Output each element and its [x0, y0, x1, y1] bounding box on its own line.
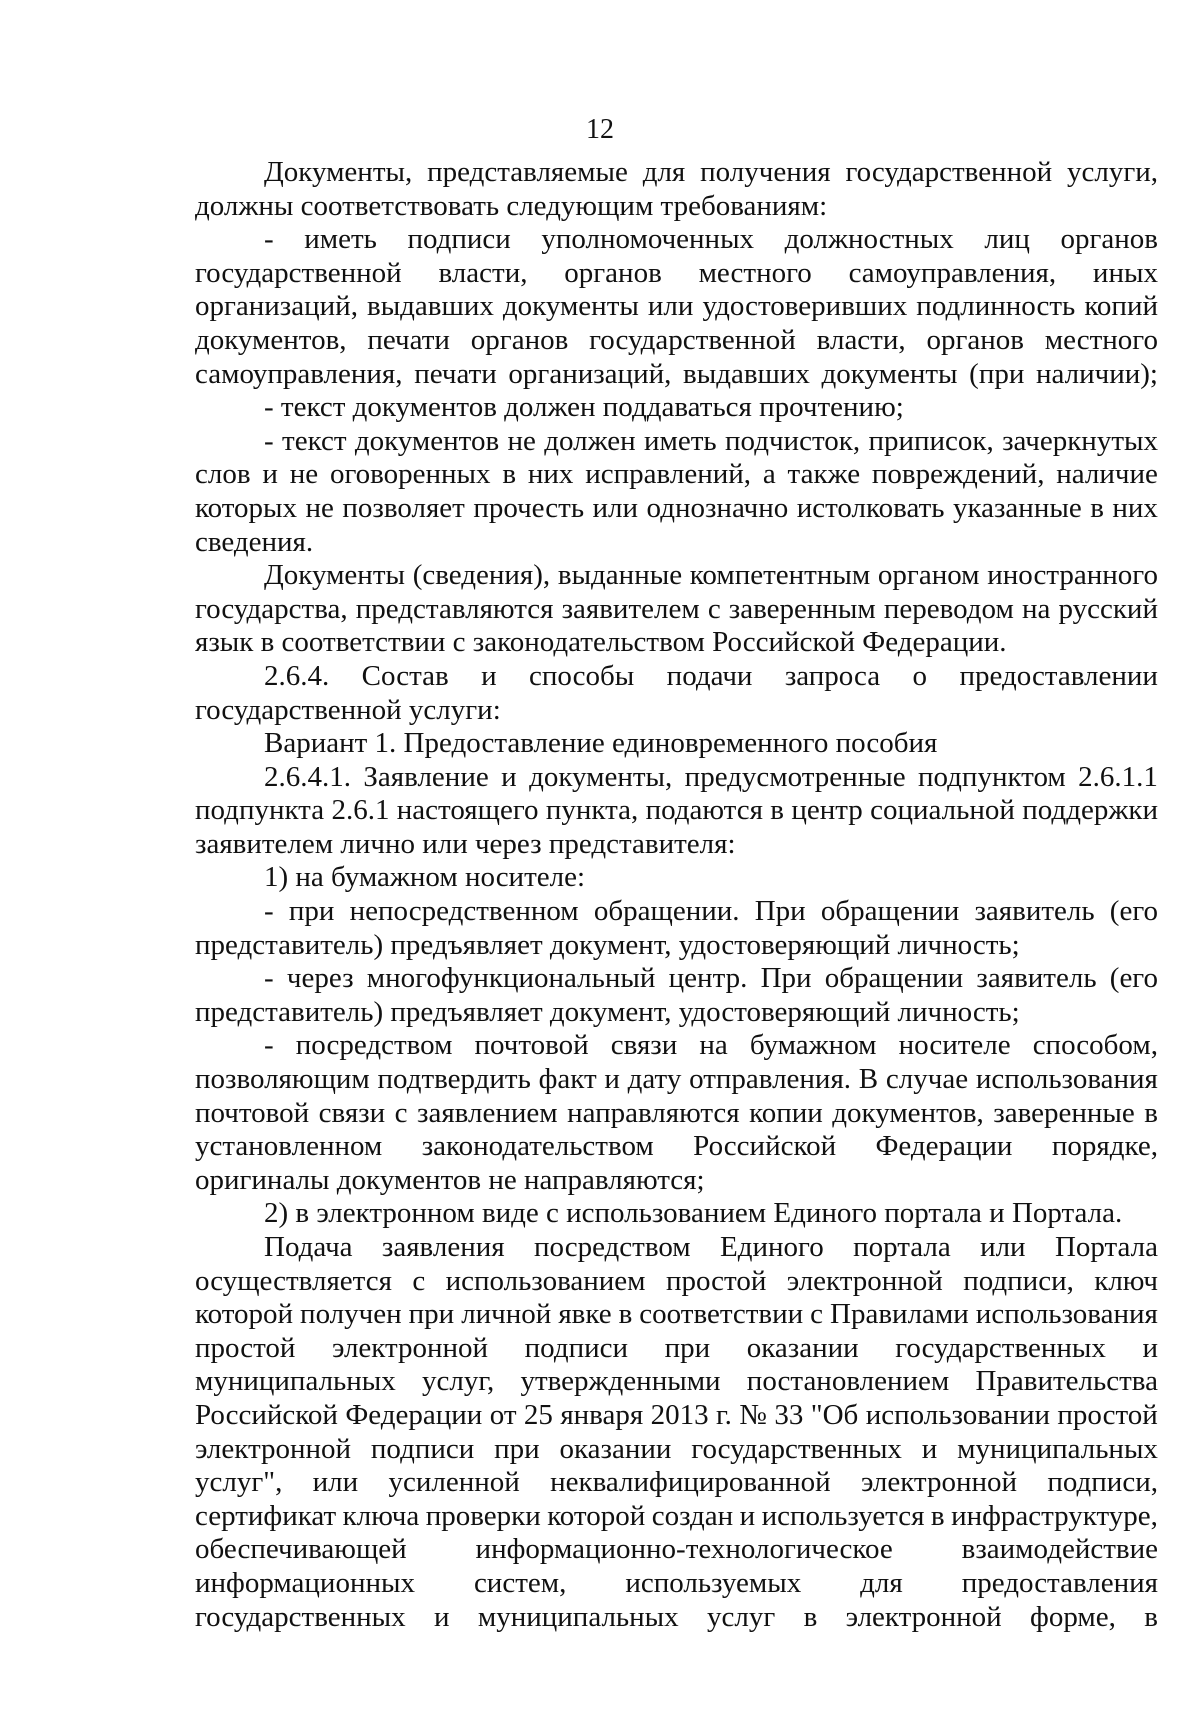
- word: в: [803, 1600, 818, 1633]
- word: позволяет: [342, 491, 465, 524]
- text-line: [195, 794, 1158, 828]
- word: документы,: [529, 760, 673, 793]
- word: печати: [414, 357, 497, 390]
- word: подпунктом: [917, 760, 1066, 793]
- word: выданные: [557, 559, 683, 592]
- word: государственной: [589, 323, 796, 356]
- word: иметь: [304, 223, 377, 256]
- word: обращении: [824, 962, 964, 995]
- word: инфраструктуре,: [951, 1499, 1158, 1532]
- text-line: [195, 660, 1158, 694]
- word: 2.6.4.1.: [264, 760, 351, 793]
- word: которой: [195, 1298, 294, 1331]
- text-line: [195, 1399, 1158, 1433]
- word: государственной: [195, 256, 402, 289]
- word: -: [264, 223, 274, 256]
- word: почтовой: [474, 1029, 589, 1062]
- word: взаимодействие: [961, 1533, 1158, 1566]
- word: в: [1090, 491, 1104, 524]
- word: неквалифицированной: [550, 1466, 831, 1499]
- text-line: [195, 1029, 1158, 1063]
- word: Портала: [1054, 1231, 1158, 1263]
- word: компетентным: [689, 559, 871, 592]
- text-line: [195, 1365, 1158, 1399]
- word: -: [264, 424, 274, 457]
- word: власти,: [438, 256, 528, 289]
- word: обращении: [820, 895, 960, 928]
- word: прочесть: [473, 491, 585, 524]
- word: государственной: [845, 156, 1053, 188]
- word: подписи: [370, 1432, 475, 1465]
- text-line: - текст документов должен поддаваться прочтению;: [264, 391, 904, 424]
- word: обеспечивающей: [195, 1533, 407, 1566]
- word: -: [264, 895, 274, 928]
- word: документы: [821, 357, 958, 390]
- word: от: [489, 1398, 517, 1431]
- word: наличии);: [1036, 357, 1158, 390]
- word: для: [642, 156, 686, 188]
- word: и: [262, 458, 278, 491]
- word: муниципальных: [957, 1432, 1158, 1465]
- word: осуществляется: [195, 1264, 392, 1297]
- word: подписи,: [1047, 1466, 1158, 1499]
- word: в: [502, 458, 517, 491]
- word: электронной: [860, 1466, 1018, 1499]
- word: простой: [1057, 1398, 1158, 1431]
- text-line: [195, 156, 1158, 190]
- word: услуг: [707, 1600, 776, 1633]
- word: с: [707, 592, 721, 625]
- word: копии: [749, 1096, 823, 1129]
- word: органов: [1060, 223, 1158, 256]
- text-line: [195, 895, 1158, 929]
- word: соответствии: [639, 1298, 804, 1331]
- word: использования: [975, 1298, 1158, 1331]
- word: органов: [564, 256, 662, 289]
- word: (его: [1109, 962, 1158, 995]
- word: подтвердить: [377, 1063, 531, 1096]
- text-line: [195, 290, 1158, 324]
- word: приписок,: [868, 424, 994, 457]
- word: лиц: [984, 223, 1030, 256]
- text-line: 1) на бумажном носителе:: [264, 861, 586, 894]
- text-line: [195, 223, 1158, 257]
- text-line: [195, 1466, 1158, 1500]
- word: иных: [1092, 256, 1158, 289]
- word: документы: [502, 290, 639, 323]
- word: при: [494, 1432, 540, 1465]
- word: с: [810, 1298, 824, 1331]
- word: услуги,: [1066, 156, 1158, 188]
- word: Правительства: [975, 1365, 1158, 1398]
- word: муниципальных: [195, 1365, 396, 1398]
- word: пункта,: [545, 794, 639, 827]
- word: установленном: [195, 1130, 383, 1163]
- word: представляются: [355, 592, 554, 625]
- word: ключ: [1094, 1264, 1158, 1297]
- text-line: [195, 257, 1158, 291]
- text-line: [195, 1567, 1158, 1601]
- text-line: заявителем лично или через представителя:: [195, 827, 736, 860]
- word: использования: [975, 1063, 1158, 1096]
- word: форме,: [1030, 1600, 1116, 1633]
- word: иностранного: [987, 559, 1158, 592]
- word: -: [264, 1029, 274, 1062]
- text-line: [195, 458, 1158, 492]
- word: уполномоченных: [541, 223, 755, 256]
- word: печати: [367, 323, 450, 356]
- text-line: [195, 358, 1158, 392]
- word: для: [860, 1566, 903, 1599]
- text-line: [195, 425, 1158, 459]
- word: непосредственном: [349, 895, 579, 928]
- word: способы: [529, 659, 635, 692]
- word: не: [289, 458, 319, 491]
- word: услуг,: [422, 1365, 495, 1398]
- word: используется: [761, 1499, 925, 1532]
- word: заявления: [381, 1231, 505, 1263]
- text-line: [195, 1298, 1158, 1332]
- text-line: [195, 1130, 1158, 1164]
- word: дату: [627, 1063, 682, 1096]
- word: документов,: [832, 1096, 984, 1129]
- word: предоставления: [961, 1566, 1158, 1599]
- word: 2.6.4.: [264, 659, 330, 692]
- word: на: [699, 1029, 728, 1062]
- word: №: [739, 1398, 767, 1431]
- word: с: [412, 1264, 426, 1297]
- word: личной: [461, 1298, 552, 1331]
- word: социальной: [870, 794, 1015, 827]
- word: связи: [318, 1096, 386, 1129]
- text-line: государственной услуги:: [195, 693, 501, 726]
- word: или: [647, 290, 694, 323]
- word: которых: [195, 491, 298, 524]
- word: явке: [558, 1298, 612, 1331]
- word: создан: [651, 1499, 734, 1532]
- word: заверенные: [993, 1096, 1135, 1129]
- word: зачеркнутых: [1002, 424, 1158, 457]
- word: подписи: [524, 1331, 629, 1364]
- word: В: [858, 1063, 879, 1096]
- word: Состав: [361, 659, 449, 692]
- word: электронной: [786, 1264, 943, 1297]
- text-line: язык в соответствии с законодательством Российской Федерации.: [195, 626, 1007, 659]
- word: при: [664, 1331, 711, 1364]
- word: (при: [969, 357, 1025, 390]
- word: заявитель: [974, 895, 1095, 928]
- text-line: оригиналы документов не направляются;: [195, 1163, 705, 1196]
- word: истолковать: [796, 491, 945, 524]
- word: центр.: [668, 962, 748, 995]
- word: При: [760, 962, 812, 995]
- text-line: [195, 324, 1158, 358]
- word: при: [288, 895, 335, 928]
- word: повреждений,: [871, 458, 1045, 491]
- word: которой: [547, 1499, 646, 1532]
- word: запроса: [784, 659, 881, 692]
- word: получения: [700, 156, 831, 188]
- word: однозначно: [646, 491, 789, 524]
- word: государственных: [895, 1331, 1106, 1364]
- word: носителе: [898, 1029, 1011, 1062]
- word: и: [1142, 1331, 1158, 1364]
- word: слов: [195, 458, 251, 491]
- word: информационных: [195, 1566, 415, 1599]
- text-line: 2) в электронном виде с использованием Единого портала и Портала.: [264, 1197, 1123, 1230]
- word: многофункциональный: [366, 962, 656, 995]
- word: удостоверивших: [702, 290, 908, 323]
- word: русский: [1058, 592, 1158, 625]
- word: -: [264, 962, 274, 995]
- word: обращении.: [593, 895, 740, 928]
- word: них: [1112, 491, 1158, 524]
- word: простой: [195, 1331, 296, 1364]
- word: проверки: [425, 1499, 541, 1532]
- word: подлинность: [916, 290, 1076, 323]
- word: января: [560, 1398, 644, 1431]
- word: используемых: [625, 1566, 802, 1599]
- word: наличие: [1056, 458, 1158, 491]
- word: утвержденными: [520, 1365, 721, 1398]
- text-line: [195, 1063, 1158, 1097]
- word: при: [408, 1298, 455, 1331]
- word: Заявление: [363, 760, 489, 793]
- word: также: [787, 458, 861, 491]
- word: заверенным: [728, 592, 876, 625]
- word: самоуправления,: [195, 357, 403, 390]
- text-line: должны соответствовать следующим требованиям:: [195, 189, 828, 222]
- word: а: [762, 458, 776, 491]
- word: Подача: [264, 1231, 353, 1263]
- word: электронной: [332, 1331, 489, 1364]
- word: Российской: [693, 1130, 837, 1163]
- word: портала: [853, 1231, 951, 1263]
- text-line: сведения.: [195, 525, 314, 558]
- word: направляются: [567, 1096, 740, 1129]
- word: подчисток,: [725, 424, 861, 457]
- word: должностных: [784, 223, 954, 256]
- word: и: [921, 1432, 938, 1465]
- word: организаций,: [508, 357, 672, 390]
- word: При: [754, 895, 806, 928]
- word: переводом: [883, 592, 1014, 625]
- word: посредством: [533, 1231, 691, 1263]
- word: почтовой: [195, 1096, 310, 1129]
- word: заявлением: [417, 1096, 558, 1129]
- word: услуг",: [195, 1466, 283, 1499]
- page-number: 12: [586, 114, 614, 145]
- word: настоящего: [396, 794, 539, 827]
- text-line: Вариант 1. Предоставление единовременного пособия: [264, 727, 938, 760]
- word: использовании: [865, 1398, 1050, 1431]
- word: простой: [665, 1264, 767, 1297]
- text-line: [195, 1097, 1158, 1131]
- word: электронной: [195, 1432, 352, 1465]
- word: документов: [354, 424, 500, 457]
- word: текст: [282, 424, 347, 457]
- word: связи: [610, 1029, 678, 1062]
- word: 25: [523, 1398, 553, 1431]
- word: и: [434, 1600, 450, 1633]
- word: Федерации: [875, 1130, 1013, 1163]
- word: усиленной: [388, 1466, 520, 1499]
- text-line: [195, 1433, 1158, 1467]
- word: указанные: [952, 491, 1082, 524]
- word: организаций,: [195, 290, 358, 323]
- word: постановлением: [746, 1365, 950, 1398]
- word: Правилами: [830, 1298, 969, 1331]
- word: выдавших: [683, 357, 810, 390]
- word: порядке,: [1051, 1130, 1158, 1163]
- word: государственных: [195, 1600, 406, 1633]
- word: отправления.: [689, 1063, 852, 1096]
- word: о: [912, 659, 928, 692]
- word: в: [930, 1499, 945, 1532]
- word: должен: [544, 424, 636, 457]
- word: с: [394, 1096, 408, 1129]
- word: Документы,: [264, 156, 413, 188]
- word: государственных: [691, 1432, 902, 1465]
- word: не: [507, 424, 536, 457]
- word: оказании: [559, 1432, 672, 1465]
- text-line: [195, 761, 1158, 795]
- word: систем,: [473, 1566, 567, 1599]
- word: или: [980, 1231, 1026, 1263]
- word: заявителем: [561, 592, 700, 625]
- word: электронной: [845, 1600, 1002, 1633]
- word: выдавших: [367, 290, 494, 323]
- word: и: [739, 1499, 756, 1532]
- word: и: [604, 1063, 620, 1096]
- word: власти,: [816, 323, 906, 356]
- word: в: [1144, 1600, 1158, 1633]
- word: Федерации: [345, 1398, 483, 1431]
- word: поддержки: [1022, 794, 1158, 827]
- word: предоставлении: [959, 659, 1158, 692]
- word: сертификат: [195, 1499, 337, 1532]
- word: документов,: [195, 323, 347, 356]
- word: или: [312, 1466, 359, 1499]
- word: местного: [1044, 323, 1158, 356]
- text-line: [195, 1500, 1158, 1534]
- word: в: [770, 794, 784, 827]
- word: заявитель: [976, 962, 1097, 995]
- text-line: [195, 593, 1158, 627]
- word: 2.6.1: [331, 794, 390, 827]
- word: предусмотренные: [684, 760, 906, 793]
- word: получен: [300, 1298, 402, 1331]
- text-line: [195, 1533, 1158, 1567]
- text-line: [195, 1332, 1158, 1366]
- word: оказании: [746, 1331, 859, 1364]
- word: органом: [877, 559, 980, 592]
- word: бумажном: [749, 1029, 877, 1062]
- word: местного: [698, 256, 812, 289]
- word: исправлений,: [585, 458, 752, 491]
- word: законодательством: [421, 1130, 654, 1163]
- word: подпункта: [195, 794, 325, 827]
- word: ключа: [342, 1499, 420, 1532]
- text-line: [195, 492, 1158, 526]
- word: подаются: [645, 794, 763, 827]
- word: подписи,: [963, 1264, 1074, 1297]
- text-line: [195, 962, 1158, 996]
- word: позволяющим: [195, 1063, 370, 1096]
- text-line: представитель) предъявляет документ, удостоверяющий личность;: [195, 928, 1020, 961]
- word: и: [501, 760, 517, 793]
- word: на: [1021, 592, 1051, 625]
- word: государства,: [195, 592, 348, 625]
- word: них: [527, 458, 574, 491]
- word: в: [618, 1298, 633, 1331]
- word: (его: [1109, 895, 1158, 928]
- word: информационно-технологическое: [475, 1533, 893, 1566]
- word: посредством: [295, 1029, 453, 1062]
- word: не: [305, 491, 334, 524]
- word: копий: [1084, 290, 1158, 323]
- word: 2013: [650, 1398, 709, 1431]
- text-line: [195, 1231, 1158, 1265]
- document-body: [195, 156, 1158, 1634]
- word: (сведения),: [412, 559, 551, 592]
- word: иметь: [644, 424, 717, 457]
- word: органов: [926, 323, 1024, 356]
- word: Документы: [264, 559, 405, 592]
- word: использованием: [445, 1264, 646, 1297]
- text-line: [195, 1265, 1158, 1299]
- word: 2.6.1.1: [1078, 760, 1158, 793]
- word: через: [286, 962, 354, 995]
- word: 33: [774, 1398, 804, 1431]
- word: муниципальных: [477, 1600, 679, 1633]
- word: г.: [716, 1398, 732, 1431]
- word: "Об: [810, 1398, 859, 1431]
- word: представляемые: [427, 156, 628, 188]
- word: случае: [885, 1063, 969, 1096]
- word: органов: [470, 323, 569, 356]
- word: подписи: [407, 223, 511, 256]
- word: Единого: [720, 1231, 824, 1263]
- word: и: [481, 659, 497, 692]
- word: или: [592, 491, 639, 524]
- word: факт: [538, 1063, 597, 1096]
- word: способом,: [1032, 1029, 1158, 1062]
- word: оговоренных: [329, 458, 491, 491]
- word: подачи: [666, 659, 753, 692]
- text-line: [195, 1601, 1158, 1635]
- word: в: [1144, 1096, 1158, 1129]
- word: Российской: [195, 1398, 338, 1431]
- word: центр: [791, 794, 863, 827]
- text-line: представитель) предъявляет документ, удостоверяющий личность;: [195, 995, 1020, 1028]
- text-line: [195, 559, 1158, 593]
- word: самоуправления,: [848, 256, 1057, 289]
